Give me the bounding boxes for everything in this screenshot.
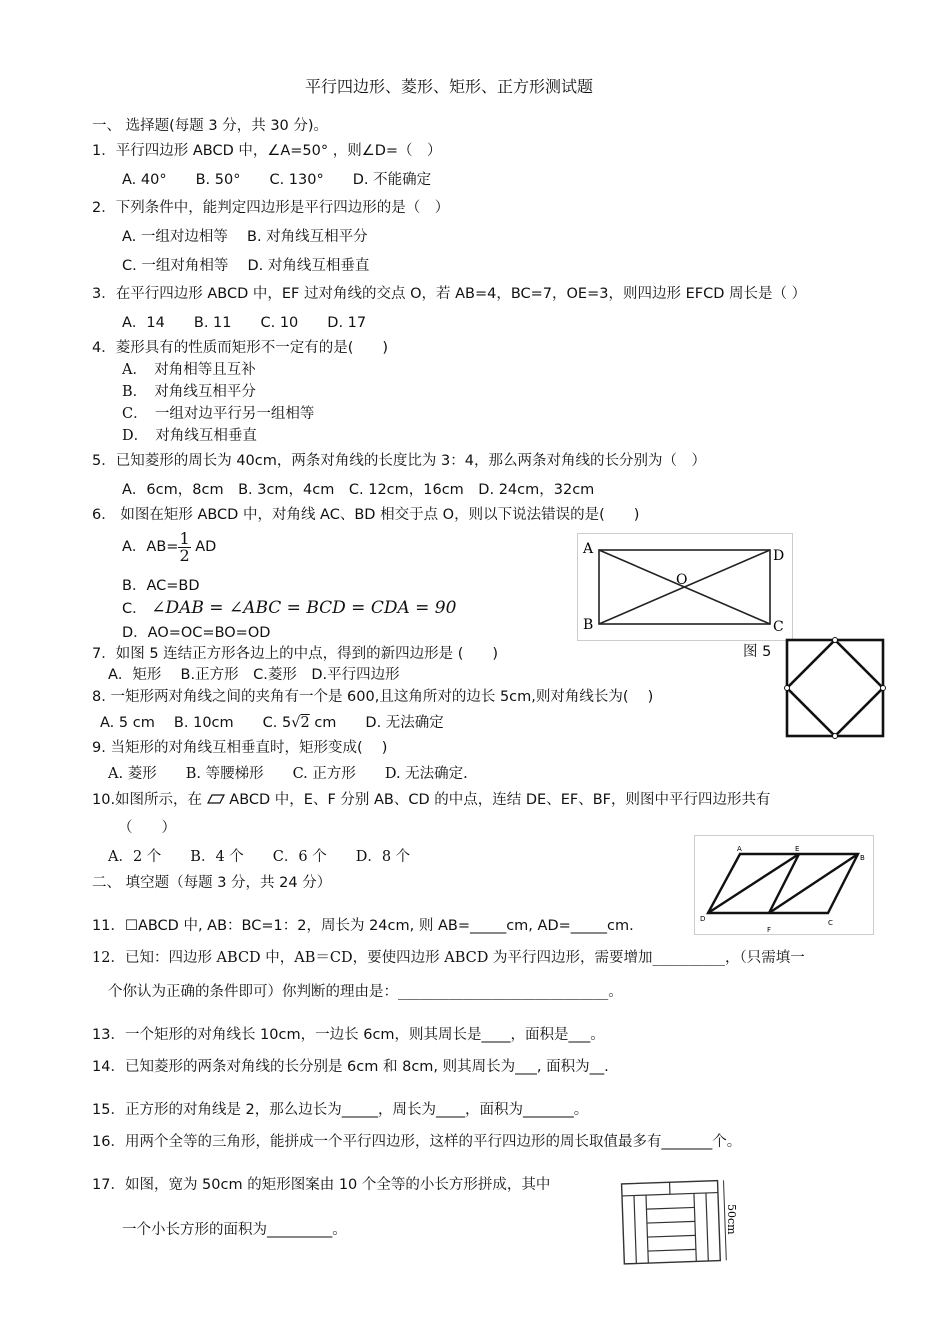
section-heading-fill: 二、 填空题（每题 3 分，共 24 分） [92,875,332,891]
figure-5-caption: 图 5 [743,644,772,660]
angle-equation: ∠DAB = ∠ABC = BCD = CDA = 90 [151,598,457,618]
option-a-suffix: AD [195,539,217,555]
label-o: O [676,572,688,588]
question-8-options [100,714,444,732]
question-14: 14．已知菱形的两条对角线的长分别是 6cm 和 8cm, 则其周长为___, 面积为__. [92,1059,609,1075]
label-d: D [700,915,706,923]
question-2-stem: 2．下列条件中，能判定四边形是平行四边形的是（ ） [92,200,450,216]
question-4-option-b: B． 对角线互相平分 [122,384,256,400]
question-1-options: A. 40° B. 50° C. 130° D. 不能确定 [122,172,432,188]
question-10-stem [92,791,771,809]
question-17-line-2: 一个小长方形的面积为_________。 [122,1222,347,1238]
question-4-stem: 4．菱形具有的性质而矩形不一定有的是( ) [92,340,389,356]
option-a-prefix: A．AB= [122,539,179,555]
label-d: D [773,548,785,564]
question-5-stem: 5．已知菱形的周长为 40cm，两条对角线的长度比为 3：4，那么两条对角线的长分别为（ ） [92,453,706,469]
question-6-option-c [122,599,456,618]
parallelogram-figure [694,835,874,935]
question-6-option-a [122,528,216,566]
label-b: B [860,854,865,862]
fraction-one-half [178,528,190,565]
width-label: 50cm [725,1204,738,1235]
question-9-stem: 9. 当矩形的对角线互相垂直时，矩形变成( ) [92,740,388,756]
question-12-line-2: 个你认为正确的条件即可）你判断的理由是：_____________________________。 [108,984,623,1000]
question-9-options: A. 菱形 B. 等腰梯形 C. 正方形 D. 无法确定. [108,766,468,782]
label-b: B [583,617,594,633]
page-title: 平行四边形、菱形、矩形、正方形测试题 [305,77,594,96]
square-midpoints-figure [784,637,886,739]
section-heading-choice: 一、 选择题(每题 3 分，共 30 分)。 [92,118,329,134]
label-c: C [828,919,833,927]
question-4-option-a: A． 对角相等且互补 [122,362,256,378]
question-6-stem: 6． 如图在矩形 ABCD 中，对角线 AC、BD 相交于点 O，则以下说法错误的是( ) [92,507,640,523]
question-7-stem: 7．如图 5 连结正方形各边上的中点，得到的新四边形是 ( ) [92,646,499,662]
question-5-options: A．6cm，8cm B. 3cm，4cm C. 12cm，16cm D. 24cm，32cm [122,482,595,498]
question-15: 15．正方形的对角线是 2，那么边长为_____，周长为____，面积为_______。 [92,1102,589,1118]
option-c-prefix: C． [122,601,147,617]
question-6-option-d: D．AO=OC=BO=OD [122,625,271,641]
question-1-stem: 1．平行四边形 ABCD 中，∠A=50° ，则∠D=（ ） [92,143,442,159]
rectangle-diagonals-figure [577,533,793,641]
label-c: C [773,619,784,635]
parallelogram-symbol-icon [207,794,225,804]
question-13: 13．一个矩形的对角线长 10cm，一边长 6cm，则其周长是____，面积是___。 [92,1027,605,1043]
label-a: A [737,845,742,853]
rectangle-pattern-figure [617,1174,739,1274]
question-3-options: A．14 B. 11 C. 10 D. 17 [122,315,367,331]
question-6-option-b: B．AC=BD [122,578,200,594]
question-2-options-ab: A. 一组对边相等 B. 对角线互相平分 [122,229,368,245]
question-4-option-c: C． 一组对边平行另一组相等 [122,406,315,422]
question-10-paren: （ ） [118,820,176,836]
question-16: 16．用两个全等的三角形，能拼成一个平行四边形，这样的平行四边形的周长取值最多有_______个。 [92,1134,742,1150]
question-2-options-cd: C. 一组对角相等 D. 对角线互相垂直 [122,258,370,274]
sqrt-symbol: √2 [291,715,310,731]
stem-prefix: 10.如图所示，在 [92,792,203,808]
question-3-stem: 3．在平行四边形 ABCD 中，EF 过对角线的交点 O，若 AB=4，BC=7，OE=3，则四边形 EFCD 周长是（ ） [92,286,807,302]
fraction-numerator: 1 [179,528,190,548]
question-10-options: A．2 个 B．4 个 C．6 个 D．8 个 [108,849,411,865]
stem-suffix: ABCD 中，E、F 分别 AB、CD 的中点，连结 DE、EF、BF，则图中平行四边形共有 [229,792,771,808]
options-c-unit-to-d: cm D. 无法确定 [314,715,444,731]
question-7-options: A．矩形 B.正方形 C.菱形 D.平行四边形 [108,667,400,683]
question-12-line-1: 12．已知：四边形 ABCD 中，AB＝CD，要使四边形 ABCD 为平行四边形，需要增加__________，（只需填一 [92,950,805,966]
options-a-to-c: A. 5 cm B. 10cm C. 5 [100,715,292,731]
sqrt-radicand: 2 [300,715,310,731]
label-f: F [767,926,772,934]
question-4-option-d: D． 对角线互相垂直 [122,428,257,444]
label-e: E [795,845,800,853]
fraction-denominator: 2 [179,545,190,565]
question-8-stem: 8. 一矩形两对角线之间的夹角有一个是 600,且这角所对的边长 5cm,则对角线长为( ) [92,689,654,705]
question-11: 11．☐ABCD 中, AB：BC=1：2，周长为 24cm, 则 AB=_____cm, AD=_____cm. [92,918,634,934]
question-17-line-1: 17．如图，宽为 50cm 的矩形图案由 10 个全等的小长方形拼成，其中 [92,1177,551,1193]
label-a: A [583,541,594,557]
